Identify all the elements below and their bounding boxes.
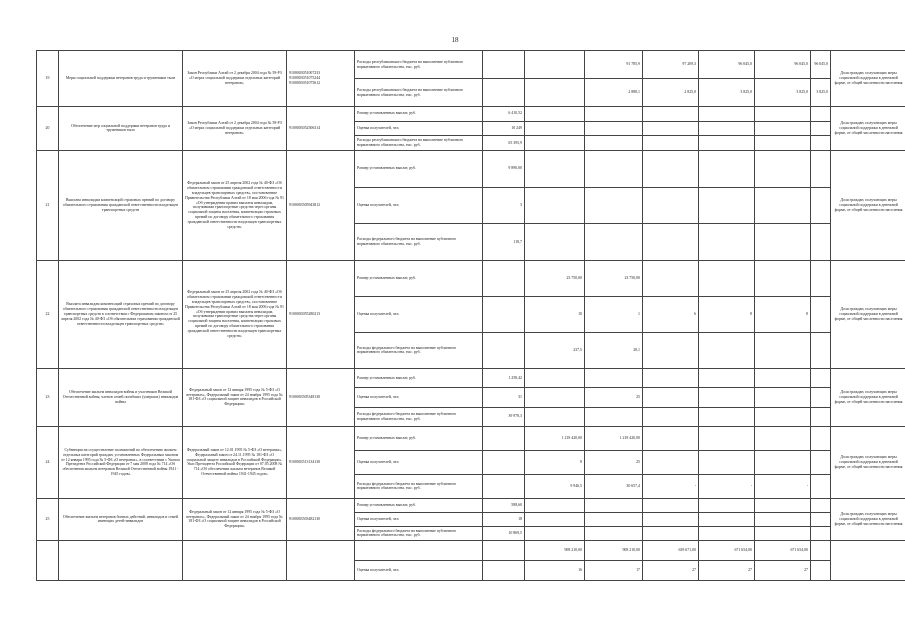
value-cell: 97 209,3 <box>643 51 699 79</box>
value-cell <box>699 512 755 526</box>
value-cell: 639 671,00 <box>643 540 699 560</box>
value-cell: 31 <box>483 388 525 407</box>
value-cell <box>755 526 811 540</box>
value-cell: 10 869,5 <box>483 526 525 540</box>
table-row <box>37 426 905 450</box>
value-cell <box>483 79 525 107</box>
budget-codes <box>287 540 355 580</box>
value-cell <box>525 79 585 107</box>
indicator-label: Расходы федерального бюджета на выполнение публичного нормативного обязательства, тыс. руб. <box>355 332 483 368</box>
target-indicator <box>831 540 905 580</box>
value-cell <box>811 540 831 560</box>
value-cell <box>699 426 755 450</box>
table-row <box>37 150 905 187</box>
value-cell <box>585 368 643 387</box>
measure-name: Обеспечение жильем ветеранов боевых действий, инвалидов и семей имеющих детей-инвалидов <box>59 498 183 540</box>
value-cell <box>755 368 811 387</box>
value-cell <box>483 296 525 332</box>
measure-name: Выплата инвалидам компенсаций страховых премий по договору обязательного страхования гражданской ответственности владельцев транспортных средств в соответствии с Федеральным законом от 25 апреля 2002 года № 40-ФЗ «Об обязательном страховании гражданской ответственности владельцев транспортных средств» <box>59 260 183 368</box>
value-cell <box>755 121 811 136</box>
legal-basis: Федеральный закон от 25 апреля 2002 года № 40-ФЗ «Об обязательном страховании гражданской ответственности владельцев транспортных средств», постановление Правительства Республики Алтай от 18 мая 2006 года № 91 «Об утверждении правил выплаты инвалидам, получившим транспортные средства через органы социальной защиты населения, компенсации страховых премий по договору обязательного страхования гражданской ответственности владельцев транспортных средств» <box>183 150 287 260</box>
value-cell: 25 <box>585 450 643 474</box>
value-cell: 6 410,52 <box>483 107 525 122</box>
table-row <box>37 260 905 296</box>
value-cell <box>643 260 699 296</box>
value-cell: 96 045,0 <box>699 51 755 79</box>
value-cell <box>699 136 755 151</box>
page-number: 18 <box>451 36 459 44</box>
value-cell: 908 210,00 <box>525 540 585 560</box>
value-cell <box>483 260 525 296</box>
budget-code: 9100003505348130 <box>289 394 321 399</box>
value-cell <box>811 512 831 526</box>
value-cell: 9 890,00 <box>483 150 525 187</box>
value-cell <box>483 51 525 79</box>
value-cell <box>811 224 831 261</box>
value-cell: 96 045,0 <box>755 51 811 79</box>
budget-code: 9100003505943812 <box>289 203 321 208</box>
value-cell <box>643 407 699 426</box>
value-cell <box>585 407 643 426</box>
value-cell <box>755 512 811 526</box>
value-cell <box>643 450 699 474</box>
value-cell: 9 946,5 <box>525 474 585 498</box>
value-cell <box>755 107 811 122</box>
value-cell: 27 <box>699 560 755 580</box>
value-cell: 8 <box>525 450 585 474</box>
value-cell <box>643 107 699 122</box>
indicator-label: Оценка получателей, чел. <box>355 560 483 580</box>
indicator-label: Оценка получателей, чел. <box>355 450 483 474</box>
value-cell <box>525 388 585 407</box>
value-cell <box>699 332 755 368</box>
budget-codes <box>287 498 355 540</box>
value-cell: 23 750,00 <box>585 260 643 296</box>
legal-basis <box>183 540 287 580</box>
measure-name <box>59 540 183 580</box>
row-number: 19 <box>37 51 59 107</box>
target-indicator: Доля граждан, получающих меры социальной поддержки в денежной форме, от общей численности населения <box>831 498 905 540</box>
value-cell <box>699 107 755 122</box>
budget-code: 9100003513134130 <box>289 459 321 464</box>
measure-name: Обеспечение мер социальной поддержки ветеранов труда и тружеников тыла <box>59 107 183 151</box>
value-cell <box>525 187 585 224</box>
value-cell <box>525 526 585 540</box>
indicator-label: Оценка получателей, чел. <box>355 121 483 136</box>
value-cell <box>483 540 525 560</box>
value-cell: 588,60 <box>483 498 525 512</box>
budget-codes <box>287 107 355 151</box>
value-cell <box>811 296 831 332</box>
legal-basis: Закон Республики Алтай от 2 декабря 2004 года № 59-РЗ «О мерах социальной поддержки отдельных категорий ветеранов» <box>183 51 287 107</box>
table-row <box>37 540 905 560</box>
value-cell <box>643 498 699 512</box>
legal-basis: Федеральный закон от 12 января 1995 года № 5-ФЗ «О ветеранах», Федеральный закон от 24 ноября 1995 года № 181-ФЗ «О социальной защите инвалидов в Российской Федерации» <box>183 498 287 540</box>
indicator-label: Оценка получателей, чел. <box>355 187 483 224</box>
value-cell <box>643 332 699 368</box>
value-cell <box>699 450 755 474</box>
value-cell: 27 <box>755 560 811 580</box>
value-cell <box>483 474 525 498</box>
value-cell <box>811 332 831 368</box>
value-cell <box>811 107 831 122</box>
value-cell: - <box>699 474 755 498</box>
target-indicator: Доля граждан, получающих меры социальной поддержки в денежной форме, от общей численности населения <box>831 426 905 498</box>
value-cell: 17 <box>585 560 643 580</box>
table-body <box>37 51 905 581</box>
indicator-label: Расходы федерального бюджета на выполнение публичного нормативного обязательства, тыс. руб. <box>355 407 483 426</box>
indicator-label: Расходы федерального бюджета на выполнение публичного нормативного обязательства, тыс. руб. <box>355 224 483 261</box>
table-row <box>37 51 905 79</box>
value-cell <box>525 136 585 151</box>
value-cell <box>643 526 699 540</box>
value-cell <box>811 474 831 498</box>
value-cell <box>525 407 585 426</box>
indicator-label: Размер установленных выплат, руб. <box>355 260 483 296</box>
value-cell <box>699 260 755 296</box>
value-cell <box>811 121 831 136</box>
value-cell: 671 654,00 <box>755 540 811 560</box>
value-cell: 1 218 420,00 <box>585 426 643 450</box>
table-row <box>37 368 905 387</box>
value-cell <box>811 150 831 187</box>
value-cell <box>525 498 585 512</box>
value-cell: 28,1 <box>585 332 643 368</box>
value-cell: 8 <box>755 296 811 332</box>
value-cell <box>699 498 755 512</box>
value-cell <box>811 187 831 224</box>
value-cell: - <box>643 474 699 498</box>
value-cell <box>755 388 811 407</box>
value-cell <box>811 368 831 387</box>
value-cell: 3 825,0 <box>811 79 831 107</box>
measure-name: Меры социальной поддержки ветеранов труда и тружеников тыла <box>59 51 183 107</box>
value-cell: 1 218 420,00 <box>525 426 585 450</box>
indicator-label: Размер установленных выплат, руб. <box>355 426 483 450</box>
indicator-label: Размер установленных выплат, руб. <box>355 498 483 512</box>
value-cell <box>699 121 755 136</box>
value-cell <box>483 450 525 474</box>
indicator-label: Оценка получателей, чел. <box>355 512 483 526</box>
budget-code: 9100003503482130 <box>289 516 321 521</box>
indicator-label: Расходы федерального бюджета на выполнение публичного нормативного обязательства, тыс. руб. <box>355 526 483 540</box>
value-cell: 23 750,00 <box>525 260 585 296</box>
value-cell <box>755 332 811 368</box>
value-cell <box>811 450 831 474</box>
value-cell <box>643 388 699 407</box>
value-cell: 1 258,42 <box>483 368 525 387</box>
value-cell <box>699 150 755 187</box>
value-cell <box>643 187 699 224</box>
target-indicator: Доля граждан, получающих меры социальной поддержки в денежной форме, от общей численности населения <box>831 260 905 368</box>
value-cell <box>811 407 831 426</box>
budget-codes <box>287 150 355 260</box>
value-cell <box>585 187 643 224</box>
value-cell: 27 <box>643 560 699 580</box>
value-cell <box>643 512 699 526</box>
indicator-label: Расходы федерального бюджета на выполнение публичного нормативного обязательства, тыс. руб. <box>355 474 483 498</box>
value-cell <box>483 560 525 580</box>
value-cell: 39 978,3 <box>483 407 525 426</box>
indicator-label: Оценка получателей, чел. <box>355 388 483 407</box>
value-cell <box>755 426 811 450</box>
value-cell <box>643 121 699 136</box>
row-number: 23 <box>37 368 59 426</box>
value-cell <box>585 121 643 136</box>
value-cell <box>585 136 643 151</box>
value-cell: 908 210,00 <box>585 540 643 560</box>
value-cell: 6 <box>643 296 699 332</box>
value-cell: 96 045,0 <box>811 51 831 79</box>
budget-codes <box>287 368 355 426</box>
value-cell: - <box>755 474 811 498</box>
value-cell <box>483 332 525 368</box>
value-cell <box>643 368 699 387</box>
value-cell: 118,7 <box>483 224 525 261</box>
legal-basis: Федеральный закон от 25 апреля 2002 года № 40-ФЗ «Об обязательном страховании гражданской ответственности владельцев транспортных средств», постановление Правительства Республики Алтай от 18 мая 2006 года № 91 «Об утверждении правил выплаты инвалидам, получившим транспортные средства через органы социальной защиты населения, компенсации страховых премий по договору обязательного страхования гражданской ответственности владельцев транспортных средств» <box>183 260 287 368</box>
value-cell <box>699 526 755 540</box>
budget-codes <box>287 260 355 368</box>
value-cell <box>755 187 811 224</box>
value-cell: 1 <box>585 296 643 332</box>
value-cell: 3 <box>483 187 525 224</box>
value-cell <box>755 498 811 512</box>
value-cell: 25 <box>585 388 643 407</box>
value-cell <box>811 260 831 296</box>
value-cell: 237,5 <box>525 332 585 368</box>
indicator-label: Размер установленных выплат, руб. <box>355 107 483 122</box>
value-cell <box>643 224 699 261</box>
indicator-label: Расходы республиканского бюджета на выполнение публичного нормативного обязательства, тыс. руб. <box>355 79 483 107</box>
budget-codes <box>287 426 355 498</box>
value-cell <box>755 450 811 474</box>
value-cell <box>811 560 831 580</box>
table-row <box>37 107 905 122</box>
value-cell: 3 825,0 <box>755 79 811 107</box>
value-cell <box>525 224 585 261</box>
value-cell: 2 825,0 <box>643 79 699 107</box>
value-cell: 10 249 <box>483 121 525 136</box>
value-cell <box>811 388 831 407</box>
target-indicator: Доля граждан, получающих меры социальной поддержки в денежной форме, от общей численности населения <box>831 150 905 260</box>
value-cell <box>525 51 585 79</box>
value-cell <box>699 388 755 407</box>
value-cell <box>811 136 831 151</box>
value-cell <box>643 136 699 151</box>
value-cell <box>525 368 585 387</box>
row-number: 21 <box>37 150 59 260</box>
value-cell <box>525 107 585 122</box>
target-indicator: Доля граждан, получающих меры социальной поддержки в денежной форме, от общей численности населения <box>831 107 905 151</box>
row-number <box>37 540 59 580</box>
budget-code: 9100003051075244 <box>289 76 321 81</box>
value-cell <box>755 407 811 426</box>
budget-code: 9100003051075612 <box>289 80 321 85</box>
value-cell <box>699 407 755 426</box>
row-number: 22 <box>37 260 59 368</box>
value-cell: 8 <box>699 296 755 332</box>
value-cell <box>755 224 811 261</box>
value-cell <box>525 150 585 187</box>
value-cell: 18 <box>483 512 525 526</box>
value-cell: 2 888,1 <box>585 79 643 107</box>
value-cell <box>585 526 643 540</box>
value-cell <box>699 368 755 387</box>
budget-codes <box>287 51 355 107</box>
budget-code: 9100003052506314 <box>289 126 321 131</box>
measure-name: Выплаты инвалидам компенсаций страховых премий по договору обязательного страхования гражданской ответственности владельцев транспортных средств <box>59 150 183 260</box>
value-cell <box>755 150 811 187</box>
value-cell <box>585 224 643 261</box>
indicator-label <box>355 540 483 560</box>
value-cell: 10 <box>525 296 585 332</box>
table-row <box>37 498 905 512</box>
measure-name: Обеспечение жильем инвалидов войны и участников Великой Отечественной войны, членов семей погибших (умерших) инвалидов войны <box>59 368 183 426</box>
budget-code: 9100003051007233 <box>289 71 321 76</box>
measure-name: Субвенции на осуществление полномочий по обеспечению жильем отдельных категорий граждан, установленных Федеральным законом от 12 января 1995 года № 5-ФЗ «О ветеранах», в соответствии с Указом Президента Российской Федерации от 7 мая 2008 года № 714 «Об обеспечении жильем ветеранов Великой Отечественной войны 1941 - 1945 годов» <box>59 426 183 498</box>
value-cell <box>585 512 643 526</box>
target-indicator: Доля граждан, получающих меры социальной поддержки в денежной форме, от общей численности населения <box>831 368 905 426</box>
value-cell: 3 825,0 <box>699 79 755 107</box>
value-cell <box>755 260 811 296</box>
value-cell: 65 395,9 <box>483 136 525 151</box>
value-cell: 91 785,9 <box>585 51 643 79</box>
indicator-label: Размер установленных выплат, руб. <box>355 368 483 387</box>
value-cell <box>483 426 525 450</box>
budget-code: 9100003055280213 <box>289 312 321 316</box>
value-cell: 30 657,4 <box>585 474 643 498</box>
value-cell <box>585 498 643 512</box>
value-cell <box>811 498 831 512</box>
row-number: 20 <box>37 107 59 151</box>
target-indicator: Доля граждан, получающих меры социальной поддержки в денежной форме, от общей численности населения <box>831 51 905 107</box>
value-cell: 16 <box>525 560 585 580</box>
value-cell <box>643 426 699 450</box>
value-cell <box>643 150 699 187</box>
value-cell <box>699 224 755 261</box>
value-cell <box>525 121 585 136</box>
programs-table <box>36 50 905 581</box>
indicator-label: Размер установленных выплат, руб. <box>355 150 483 187</box>
value-cell <box>525 512 585 526</box>
legal-basis: Закон Республики Алтай от 2 декабря 2004 года № 59-РЗ «О мерах социальной поддержки отдельных категорий ветеранов» <box>183 107 287 151</box>
indicator-label: Расходы республиканского бюджета на выполнение публичного нормативного обязательства, тыс. руб. <box>355 136 483 151</box>
value-cell: 671 654,00 <box>699 540 755 560</box>
value-cell <box>811 426 831 450</box>
value-cell <box>755 136 811 151</box>
row-number: 24 <box>37 426 59 498</box>
indicator-label: Оценка получателей, чел. <box>355 296 483 332</box>
value-cell <box>811 526 831 540</box>
legal-basis: Федеральный закон от 12 января 1995 года № 5-ФЗ «О ветеранах», Федеральный закон от 24 ноября 1995 года № 181-ФЗ «О социальной защите инвалидов в Российской Федерации» <box>183 368 287 426</box>
value-cell <box>585 150 643 187</box>
row-number: 25 <box>37 498 59 540</box>
value-cell <box>699 187 755 224</box>
legal-basis: Федеральный закон от 12.01.1995 № 5-ФЗ «О ветеранах», Федеральный закон от 24.11.1995 № 181-ФЗ «О социальной защите инвалидов в Российской Федерации». Указ Президента Российской Федерации от 07.05.2008 № 714 «Об обеспечении жильем ветеранов Великой Отечественной войны 1941-1945 годов» <box>183 426 287 498</box>
indicator-label: Расходы республиканского бюджета на выполнение публичного нормативного обязательства, тыс. руб. <box>355 51 483 79</box>
value-cell <box>585 107 643 122</box>
